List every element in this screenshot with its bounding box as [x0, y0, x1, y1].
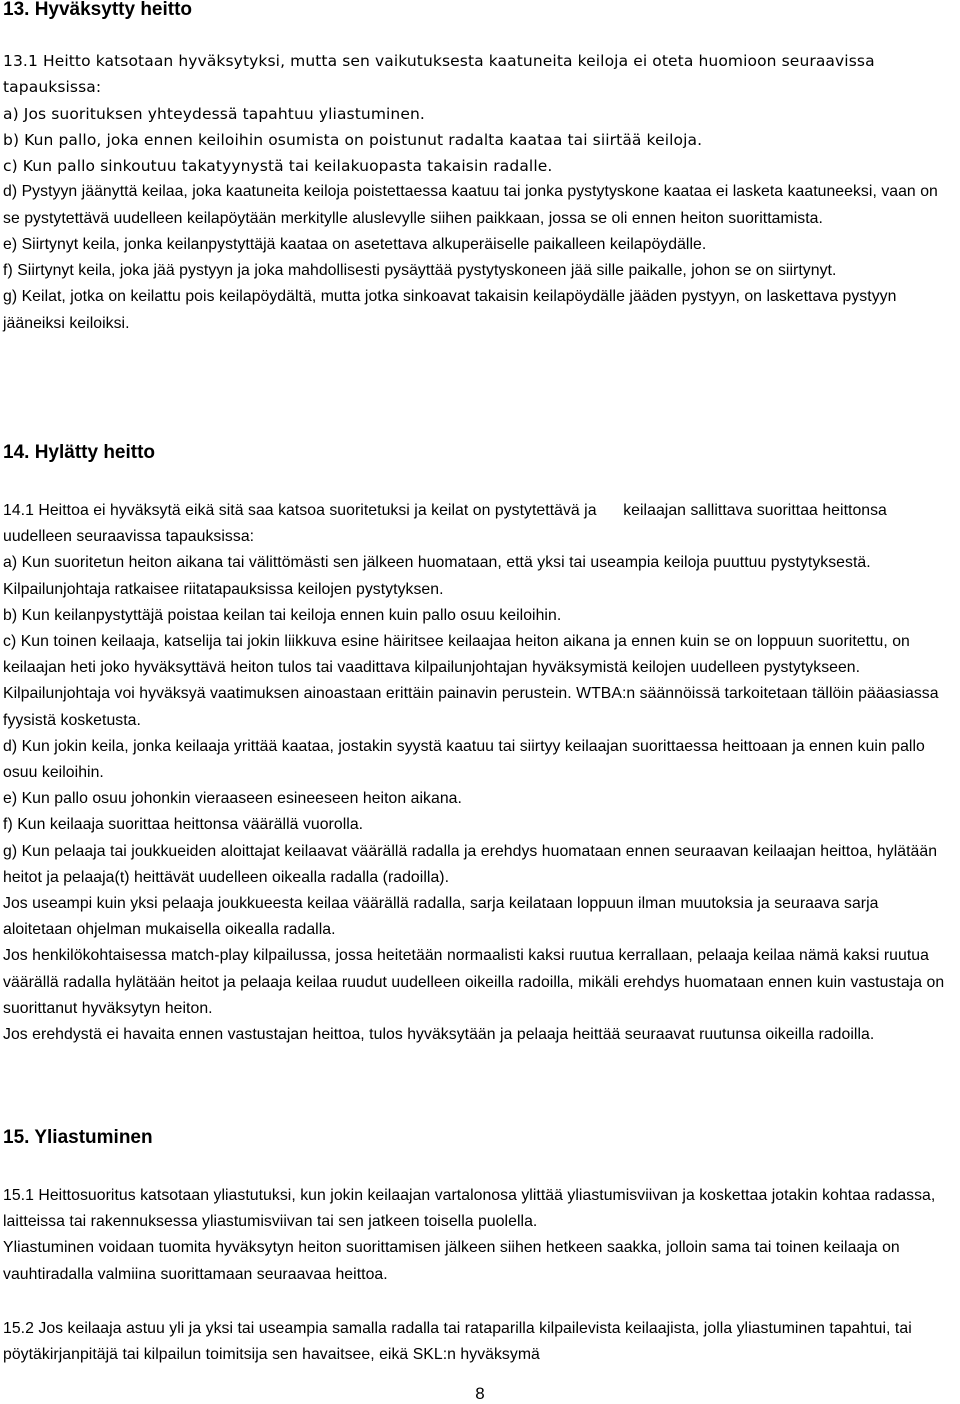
page-number: 8: [475, 1384, 485, 1403]
paragraph-14-1: 14.1 Heittoa ei hyväksytä eikä sitä saa katsoa suoritetuksi ja keilat on pystytettävä ja keilaajan sallittava suorittaa heittonsa uudelleen seuraavissa tapauksissa:: [3, 502, 892, 546]
paragraph-14-e: e) Kun pallo osuu johonkin vieraaseen esineeseen heiton aikana.: [3, 790, 462, 808]
section-15-body-2: [3, 1316, 951, 1368]
paragraph-14-match-play: Jos henkilökohtaisessa match-play kilpailussa, jossa heitetään normaalisti kaksi ruutua kerrallaan, pelaaja keilaa nämä kaksi ruutua väärällä radalla hylätään heitot ja pelaaja keilaa ruudut uudelleen oikeilla radoilla, mikäli erehdys huomataan ennen kuin vastustaja on suorittanut hyväksytyn heiton.: [3, 947, 945, 1017]
paragraph-13-a: a) Jos suorituksen yhteydessä tapahtuu yliastuminen.: [3, 104, 425, 123]
paragraph-13-d: d) Pystyyn jäänyttä keilaa, joka kaatuneita keiloja poistettaessa kaatuu tai jonka pystytyskone kaataa ei lasketa kaatuneeksi, vaan on se pystytettävä uudelleen keilapöytään merkitylle aluslevylle siihen paikkaan, jossa se oli ennen heiton suorittamista.: [3, 183, 938, 227]
paragraph-13-f: f) Siirtynyt keila, joka jää pystyyn ja joka mahdollisesti pysäyttää pystytyskoneen jää sille paikalle, johon se on siirtynyt.: [3, 262, 837, 280]
paragraph-14-team: Jos useampi kuin yksi pelaaja joukkueesta keilaa väärällä radalla, sarja keilataan loppuun ilman muutoksia ja seuraava sarja aloitetaan ohjelman mukaisella oikealla radalla.: [3, 895, 879, 939]
paragraph-14-c: c) Kun toinen keilaaja, katselija tai jokin liikkuva esine häiritsee keilaajaa heiton aikana ja ennen kuin se on loppuun suoritettu, on keilaajan heti joko hyväksyttävä heiton tulos tai vaadittava kilpailunjohtajan hyväksymistä keilojen uudelleen pystytykseen. Kilpailunjohtaja voi hyväksyä vaatimuksen ainoastaan erittäin painavin perustein. WTBA:n säännöissä tarkoitetaan tällöin pääasiassa fyysistä kosketusta.: [3, 633, 939, 729]
paragraph-15-2: 15.2 Jos keilaaja astuu yli ja yksi tai useampia samalla radalla tai rataparilla kilpailevista keilaajista, jolla yliastuminen tapahtui, tai pöytäkirjanpitäjä tai kilpailun toimitsija sen havaitsee, eikä SKL:n hyväksymä: [3, 1320, 912, 1364]
paragraph-13-e: e) Siirtynyt keila, jonka keilanpystyttäjä kaataa on asetettava alkuperäiselle paikalleen keilapöydälle.: [3, 235, 707, 253]
paragraph-13-b: b) Kun pallo, joka ennen keiloihin osumista on poistunut radalta kaataa tai siirtää keiloja.: [3, 130, 703, 149]
section-14-body: [3, 498, 951, 1048]
section-15-body: [3, 1183, 951, 1288]
section-13-body: [3, 48, 951, 337]
section-13-heading: 13. Hyväksytty heitto: [3, 0, 193, 20]
section-14-heading: 14. Hylätty heitto: [3, 442, 156, 463]
paragraph-14-g: g) Kun pelaaja tai joukkueiden aloittajat keilaavat väärällä radalla ja erehdys huomataan ennen seuraavan keilaajan heittoa, hylätään heitot ja pelaaja(t) heittävät uudelleen oikealla radalla (radoilla).: [3, 842, 938, 886]
paragraph-14-a: a) Kun suoritetun heiton aikana tai välittömästi sen jälkeen huomataan, että yksi tai useampia keiloja puuttuu pystytyksestä. Kilpailunjohtaja ratkaisee riitatapauksissa keilojen pystytyksen.: [3, 554, 871, 598]
paragraph-14-opponent: Jos erehdystä ei havaita ennen vastustajan heittoa, tulos hyväksytään ja pelaaja heittää seuraavat ruutunsa oikeilla radoilla.: [3, 1026, 875, 1044]
paragraph-13-1: 13.1 Heitto katsotaan hyväksytyksi, mutta sen vaikutuksesta kaatuneita keiloja ei oteta huomioon seuraavissa tapauksissa:: [3, 52, 875, 97]
paragraph-14-b: b) Kun keilanpystyttäjä poistaa keilan tai keiloja ennen kuin pallo osuu keiloihin.: [3, 606, 562, 624]
paragraph-15-1: 15.1 Heittosuoritus katsotaan yliastutuksi, kun jokin keilaajan vartalonosa ylittää yliastumisviivan ja koskettaa jotakin kohtaa radassa, laitteissa tai rakennuksessa yliastumisviivan tai sen jatkeen toisella puolella.: [3, 1187, 936, 1231]
paragraph-14-f: f) Kun keilaaja suorittaa heittonsa väärällä vuorolla.: [3, 816, 364, 834]
paragraph-14-d: d) Kun jokin keila, jonka keilaaja yrittää kaataa, jostakin syystä kaatuu tai siirtyy keilaajan suorittaessa heittoaan ja ennen kuin pallo osuu keiloihin.: [3, 737, 925, 782]
paragraph-13-g: g) Keilat, jotka on keilattu pois keilapöydältä, mutta jotka sinkoavat takaisin keilapöydälle jääden pystyyn, on laskettava pystyyn jääneiksi keiloiksi.: [3, 288, 897, 332]
paragraph-15-1b: Yliastuminen voidaan tuomita hyväksytyn heiton suorittamisen jälkeen siihen hetkeen saakka, jolloin sama tai toinen keilaaja on vauhtiradalla valmiina suorittamaan seuraavaa heittoa.: [3, 1239, 900, 1283]
paragraph-13-c: c) Kun pallo sinkoutuu takatyynystä tai keilakuopasta takaisin radalle.: [3, 157, 553, 176]
section-15-heading: 15. Yliastuminen: [3, 1127, 153, 1148]
